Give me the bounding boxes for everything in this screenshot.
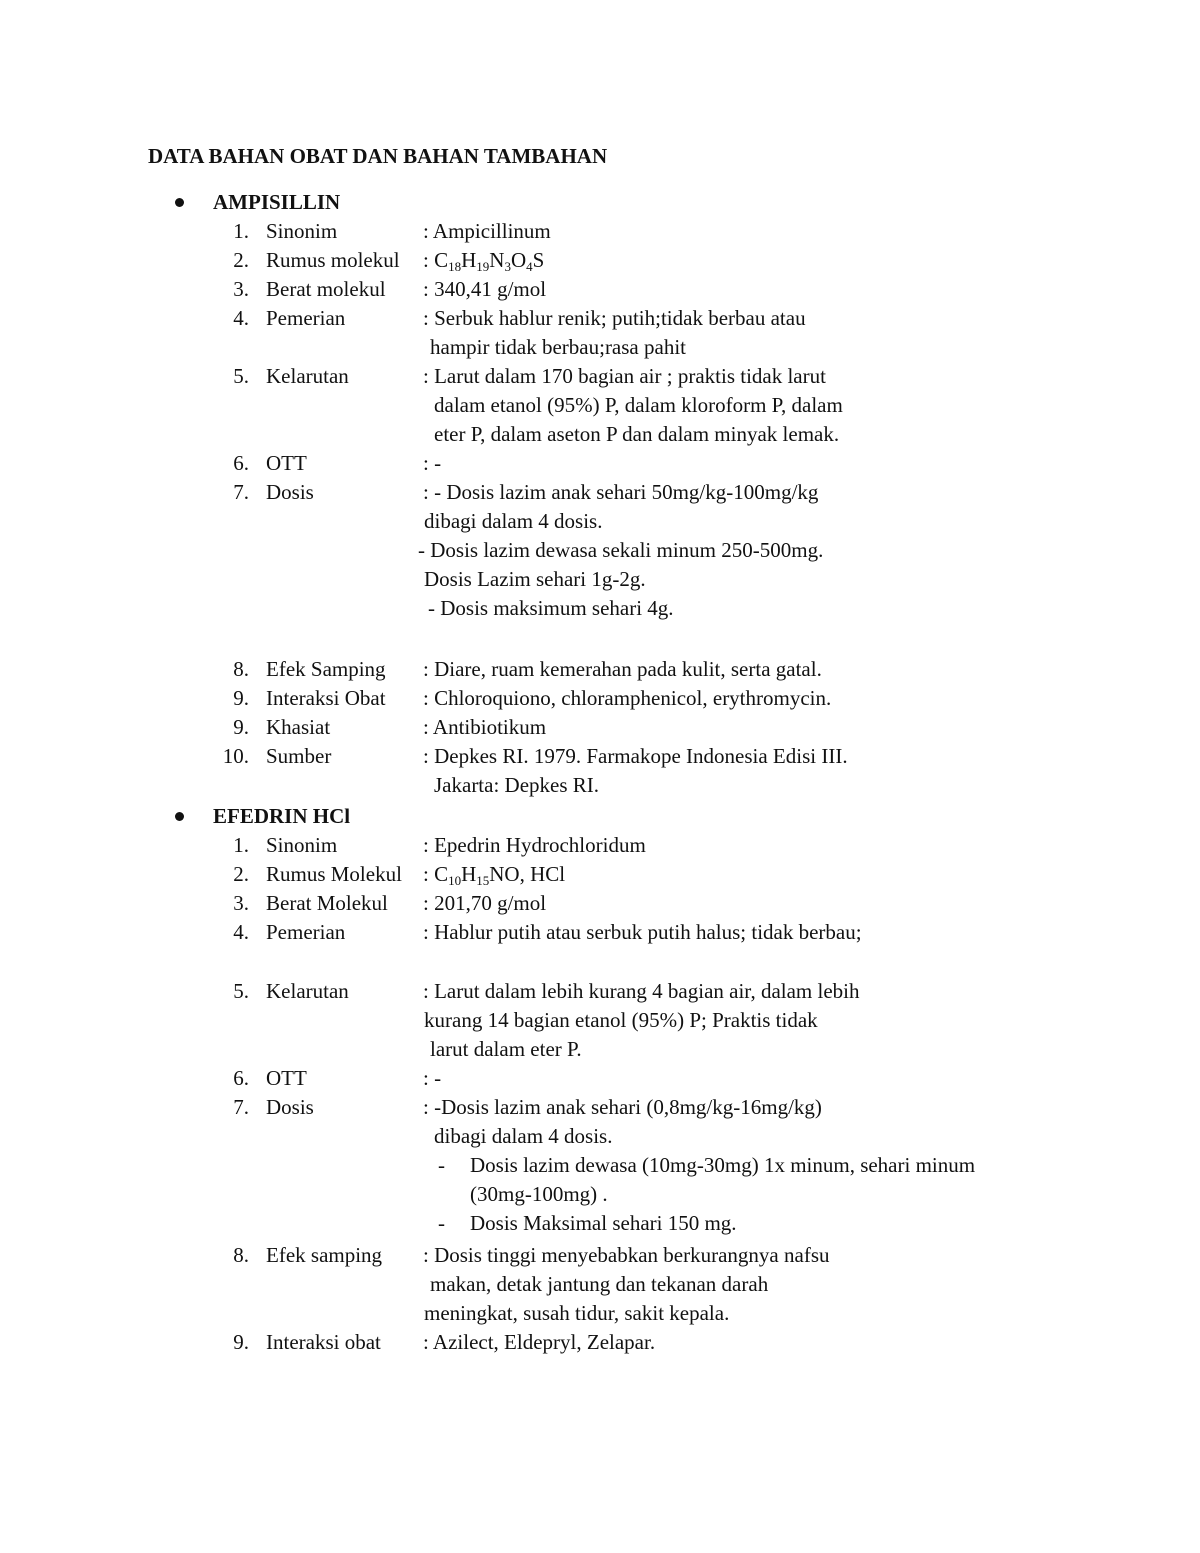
section-heading-row (0, 188, 1200, 217)
item-number: 2. (233, 248, 249, 272)
item-value: : Dosis tinggi menyebabkan berkurangnya nafsu (423, 1243, 830, 1267)
item-label: Berat Molekul (266, 891, 388, 915)
item-number: 3. (233, 277, 249, 301)
item-number: 7. (233, 1095, 249, 1119)
item-label: Sinonim (266, 219, 338, 243)
list-item-ott (0, 449, 1200, 478)
item-value: : 201,70 g/mol (423, 891, 547, 915)
item-value: : - Dosis lazim anak sehari 50mg/kg-100mg/kg (423, 480, 819, 504)
item-value: : Ampicillinum (423, 219, 551, 243)
document-title: DATA BAHAN OBAT DAN BAHAN TAMBAHAN (148, 144, 608, 168)
bullet-icon (175, 198, 184, 207)
item-number: 8. (233, 1243, 249, 1267)
item-value: : Antibiotikum (423, 715, 547, 739)
section-efedrin-hcl (0, 802, 1200, 1354)
dash-item-text: Dosis lazim dewasa (10mg-30mg) 1x minum, sehari minum (470, 1153, 976, 1177)
item-value: : Larut dalam lebih kurang 4 bagian air, dalam lebih (423, 979, 860, 1003)
list-item-interaksi-obat (0, 684, 1200, 713)
item-value: : Depkes RI. 1979. Farmakope Indonesia Edisi III. (423, 744, 848, 768)
item-label: Kelarutan (266, 364, 349, 388)
item-value-continuation: eter P, dalam aseton P dan dalam minyak lemak. (434, 422, 840, 446)
item-number: 8. (233, 657, 249, 681)
list-item-sinonim (0, 831, 1200, 860)
item-number: 10. (222, 744, 249, 768)
item-label: Pemerian (266, 920, 346, 944)
item-number: 9. (233, 715, 249, 739)
list-item-kelarutan (0, 362, 1200, 449)
list-item-interaksi-obat (0, 1328, 1200, 1357)
section-heading-row (0, 802, 1200, 831)
item-label: Interaksi obat (266, 1330, 381, 1354)
section-ampisillin (0, 188, 1200, 797)
list-item-sinonim (0, 217, 1200, 246)
item-label: Khasiat (266, 715, 331, 739)
item-value: : Larut dalam 170 bagian air ; praktis tidak larut (423, 364, 826, 388)
item-label: Pemerian (266, 306, 346, 330)
list-item-kelarutan (0, 977, 1200, 1064)
dash-marker: - (438, 1153, 445, 1177)
item-value: : Chloroquiono, chloramphenicol, erythromycin. (423, 686, 832, 710)
item-value-continuation: - Dosis lazim dewasa sekali minum 250-500mg. (418, 538, 824, 562)
item-label: Dosis (266, 1095, 314, 1119)
list-item-rumus-molekul (0, 860, 1200, 889)
item-label: Dosis (266, 480, 314, 504)
item-value-continuation: makan, detak jantung dan tekanan darah (430, 1272, 769, 1296)
item-value-continuation: meningkat, susah tidur, sakit kepala. (424, 1301, 730, 1325)
item-value-formula: : $C_{18}H_{19}N_3O_4S$ (423, 248, 545, 274)
item-label: Efek samping (266, 1243, 383, 1267)
item-number: 1. (233, 833, 249, 857)
item-number: 7. (233, 480, 249, 504)
bullet-icon (175, 812, 184, 821)
item-value-continuation: dalam etanol (95%) P, dalam kloroform P, dalam (434, 393, 843, 417)
item-value: : Epedrin Hydrochloridum (423, 833, 646, 857)
list-item-pemerian (0, 304, 1200, 362)
dash-marker: - (438, 1211, 445, 1235)
item-number: 6. (233, 451, 249, 475)
list-item-rumus-molekul (0, 246, 1200, 275)
item-value-formula: : $C_{10}H_{15}NO$, HCl (423, 862, 566, 888)
item-value: : Hablur putih atau serbuk putih halus; tidak berbau; (423, 920, 862, 944)
dash-item-text: Dosis Maksimal sehari 150 mg. (470, 1211, 737, 1235)
section-heading: EFEDRIN HCl (213, 804, 351, 828)
item-value-continuation: hampir tidak berbau;rasa pahit (430, 335, 686, 359)
list-item-ott (0, 1064, 1200, 1093)
item-value: : -Dosis lazim anak sehari (0,8mg/kg-16mg/kg) (423, 1095, 822, 1119)
list-item-efek-samping (0, 655, 1200, 684)
dash-item-text: (30mg-100mg) . (470, 1182, 608, 1206)
item-value: : Azilect, Eldepryl, Zelapar. (423, 1330, 656, 1354)
item-label: Sumber (266, 744, 332, 768)
list-item-berat-molekul (0, 889, 1200, 918)
item-value-continuation: dibagi dalam 4 dosis. (424, 509, 603, 533)
item-value-continuation: Jakarta: Depkes RI. (434, 773, 600, 797)
list-item-dosis (0, 478, 1200, 623)
item-label: Rumus Molekul (266, 862, 402, 886)
item-number: 5. (233, 979, 249, 1003)
list-item-pemerian (0, 918, 1200, 947)
item-label: Berat molekul (266, 277, 386, 301)
item-number: 9. (233, 686, 249, 710)
item-value-continuation: larut dalam eter P. (430, 1037, 582, 1061)
item-value: : - (423, 451, 442, 475)
item-number: 9. (233, 1330, 249, 1354)
item-label: Interaksi Obat (266, 686, 386, 710)
item-number: 6. (233, 1066, 249, 1090)
item-label: OTT (266, 451, 307, 475)
list-item-sumber (0, 742, 1200, 800)
item-label: Kelarutan (266, 979, 349, 1003)
item-value: : Diare, ruam kemerahan pada kulit, serta gatal. (423, 657, 822, 681)
item-label: Efek Samping (266, 657, 386, 681)
section-heading: AMPISILLIN (213, 190, 341, 214)
item-label: Sinonim (266, 833, 338, 857)
item-number: 1. (233, 219, 249, 243)
item-value-continuation: kurang 14 bagian etanol (95%) P; Praktis tidak (424, 1008, 818, 1032)
list-item-dosis (0, 1093, 1200, 1238)
list-item-berat-molekul (0, 275, 1200, 304)
item-value: : - (423, 1066, 442, 1090)
list-item-efek-samping (0, 1241, 1200, 1328)
item-value: : 340,41 g/mol (423, 277, 547, 301)
item-number: 4. (233, 920, 249, 944)
item-value: : Serbuk hablur renik; putih;tidak berbau atau (423, 306, 806, 330)
item-label: Rumus molekul (266, 248, 400, 272)
item-number: 3. (233, 891, 249, 915)
item-number: 5. (233, 364, 249, 388)
item-number: 2. (233, 862, 249, 886)
list-item-khasiat (0, 713, 1200, 742)
item-label: OTT (266, 1066, 307, 1090)
item-number: 4. (233, 306, 249, 330)
item-value-continuation: Dosis Lazim sehari 1g-2g. (424, 567, 646, 591)
item-value-continuation: dibagi dalam 4 dosis. (434, 1124, 613, 1148)
item-value-continuation: - Dosis maksimum sehari 4g. (428, 596, 674, 620)
